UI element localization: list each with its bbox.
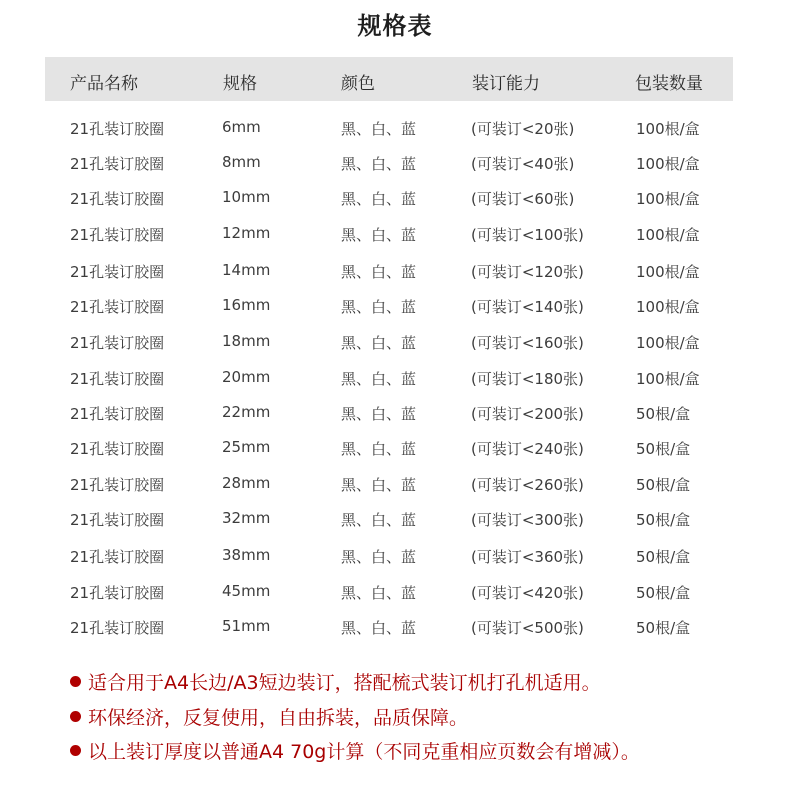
cell-capacity: (可装订<260张) [471, 476, 584, 494]
cell-capacity: (可装订<200张) [471, 405, 584, 423]
cell-spec: 10mm [222, 188, 271, 206]
cell-product-name: 21孔装订胶圈 [70, 511, 165, 529]
table-row [0, 507, 790, 531]
cell-spec: 32mm [222, 509, 271, 527]
cell-capacity: (可装订<20张) [471, 120, 575, 138]
cell-color: 黑、白、蓝 [341, 155, 417, 173]
cell-product-name: 21孔装订胶圈 [70, 155, 165, 173]
cell-pack-qty: 50根/盒 [636, 619, 691, 637]
cell-product-name: 21孔装订胶圈 [70, 584, 165, 602]
cell-color: 黑、白、蓝 [341, 226, 417, 244]
note-text: 环保经济，反复使用，自由拆装，品质保障。 [88, 707, 469, 729]
cell-color: 黑、白、蓝 [341, 476, 417, 494]
cell-product-name: 21孔装订胶圈 [70, 263, 165, 281]
header-capacity: 装订能力 [472, 74, 540, 94]
cell-pack-qty: 100根/盒 [636, 263, 700, 281]
header-pack-qty: 包装数量 [635, 74, 703, 94]
cell-capacity: (可装订<240张) [471, 440, 584, 458]
cell-pack-qty: 100根/盒 [636, 298, 700, 316]
cell-pack-qty: 50根/盒 [636, 511, 691, 529]
cell-color: 黑、白、蓝 [341, 584, 417, 602]
cell-spec: 16mm [222, 296, 271, 314]
table-row [0, 222, 790, 246]
note-item [70, 668, 601, 694]
page-title: 规格表 [357, 12, 433, 40]
table-row [0, 186, 790, 210]
cell-color: 黑、白、蓝 [341, 334, 417, 352]
note-item [70, 737, 640, 763]
cell-color: 黑、白、蓝 [341, 548, 417, 566]
cell-capacity: (可装订<420张) [471, 584, 584, 602]
note-text: 适合用于A4长边/A3短边装订，搭配梳式装订机打孔机适用。 [88, 672, 601, 694]
table-row [0, 436, 790, 460]
cell-product-name: 21孔装订胶圈 [70, 298, 165, 316]
cell-product-name: 21孔装订胶圈 [70, 440, 165, 458]
cell-capacity: (可装订<300张) [471, 511, 584, 529]
cell-pack-qty: 100根/盒 [636, 370, 700, 388]
cell-color: 黑、白、蓝 [341, 190, 417, 208]
table-row [0, 116, 790, 140]
table-row [0, 151, 790, 175]
cell-pack-qty: 100根/盒 [636, 155, 700, 173]
cell-product-name: 21孔装订胶圈 [70, 405, 165, 423]
cell-spec: 20mm [222, 368, 271, 386]
cell-pack-qty: 50根/盒 [636, 548, 691, 566]
cell-product-name: 21孔装订胶圈 [70, 334, 165, 352]
cell-product-name: 21孔装订胶圈 [70, 120, 165, 138]
cell-color: 黑、白、蓝 [341, 370, 417, 388]
table-header [45, 57, 733, 101]
cell-color: 黑、白、蓝 [341, 298, 417, 316]
cell-product-name: 21孔装订胶圈 [70, 476, 165, 494]
cell-spec: 51mm [222, 617, 271, 635]
cell-product-name: 21孔装订胶圈 [70, 548, 165, 566]
bullet-dot-icon [70, 676, 81, 687]
cell-color: 黑、白、蓝 [341, 440, 417, 458]
cell-spec: 28mm [222, 474, 271, 492]
header-spec: 规格 [223, 74, 257, 94]
cell-capacity: (可装订<360张) [471, 548, 584, 566]
table-row [0, 366, 790, 390]
cell-color: 黑、白、蓝 [341, 405, 417, 423]
cell-pack-qty: 100根/盒 [636, 334, 700, 352]
table-row [0, 580, 790, 604]
cell-product-name: 21孔装订胶圈 [70, 619, 165, 637]
cell-pack-qty: 100根/盒 [636, 190, 700, 208]
cell-spec: 45mm [222, 582, 271, 600]
table-row [0, 259, 790, 283]
note-item [70, 703, 468, 729]
cell-color: 黑、白、蓝 [341, 511, 417, 529]
bullet-dot-icon [70, 745, 81, 756]
cell-spec: 18mm [222, 332, 271, 350]
cell-spec: 8mm [222, 153, 261, 171]
cell-capacity: (可装订<120张) [471, 263, 584, 281]
cell-pack-qty: 100根/盒 [636, 120, 700, 138]
table-row [0, 294, 790, 318]
cell-product-name: 21孔装订胶圈 [70, 226, 165, 244]
table-row [0, 615, 790, 639]
cell-capacity: (可装订<100张) [471, 226, 584, 244]
cell-pack-qty: 50根/盒 [636, 476, 691, 494]
cell-spec: 38mm [222, 546, 271, 564]
cell-color: 黑、白、蓝 [341, 120, 417, 138]
cell-pack-qty: 50根/盒 [636, 584, 691, 602]
cell-spec: 6mm [222, 118, 261, 136]
header-color: 颜色 [341, 74, 375, 94]
bullet-dot-icon [70, 711, 81, 722]
table-row [0, 472, 790, 496]
cell-capacity: (可装订<60张) [471, 190, 575, 208]
table-row [0, 544, 790, 568]
cell-capacity: (可装订<180张) [471, 370, 584, 388]
cell-pack-qty: 50根/盒 [636, 440, 691, 458]
cell-capacity: (可装订<40张) [471, 155, 575, 173]
table-row [0, 330, 790, 354]
cell-capacity: (可装订<140张) [471, 298, 584, 316]
cell-pack-qty: 100根/盒 [636, 226, 700, 244]
table-row [0, 401, 790, 425]
cell-product-name: 21孔装订胶圈 [70, 370, 165, 388]
cell-color: 黑、白、蓝 [341, 263, 417, 281]
cell-product-name: 21孔装订胶圈 [70, 190, 165, 208]
cell-spec: 14mm [222, 261, 271, 279]
cell-pack-qty: 50根/盒 [636, 405, 691, 423]
cell-spec: 12mm [222, 224, 271, 242]
cell-color: 黑、白、蓝 [341, 619, 417, 637]
cell-capacity: (可装订<160张) [471, 334, 584, 352]
note-text: 以上装订厚度以普通A4 70g计算（不同克重相应页数会有增减）。 [88, 741, 640, 763]
header-product-name: 产品名称 [70, 74, 138, 94]
cell-spec: 22mm [222, 403, 271, 421]
cell-spec: 25mm [222, 438, 271, 456]
cell-capacity: (可装订<500张) [471, 619, 584, 637]
